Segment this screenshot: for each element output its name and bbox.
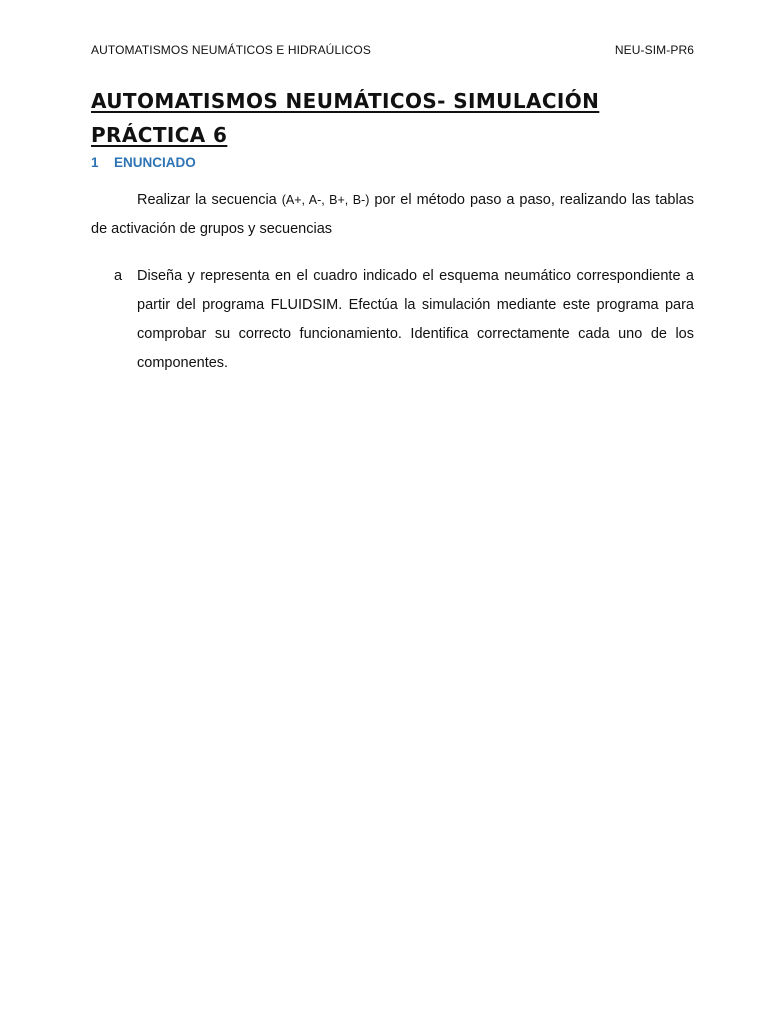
section-number: 1 <box>91 155 99 170</box>
list-item-marker: a <box>114 268 123 284</box>
list-item <box>91 262 694 378</box>
header-document-code: NEU-SIM-PR6 <box>614 43 694 57</box>
header-course-title: AUTOMATISMOS NEUMÁTICOS E HIDRAÚLICOS <box>91 43 371 57</box>
statement-paragraph <box>91 186 694 244</box>
section-title: ENUNCIADO <box>114 155 196 170</box>
document-title: AUTOMATISMOS NEUMÁTICOS- SIMULACIÓN PRÁCTICA 6 <box>91 89 600 147</box>
section-heading <box>91 155 196 170</box>
statement-text-start: Realizar la secuencia <box>137 192 282 208</box>
sequence-notation: (A+, A-, B+, B-) <box>281 193 370 207</box>
page-header <box>91 43 694 57</box>
statement-text-end: por el método paso a paso, realizando las tablas de activación de grupos y secuencias <box>91 192 694 237</box>
list-item-text: Diseña y representa en el cuadro indicado el esquema neumático correspondiente a partir del programa FLUIDSIM. Efectúa la simulación mediante este programa para comprobar su correcto funcionamiento. Identifica correctamente cada uno de los componentes. <box>137 268 694 371</box>
